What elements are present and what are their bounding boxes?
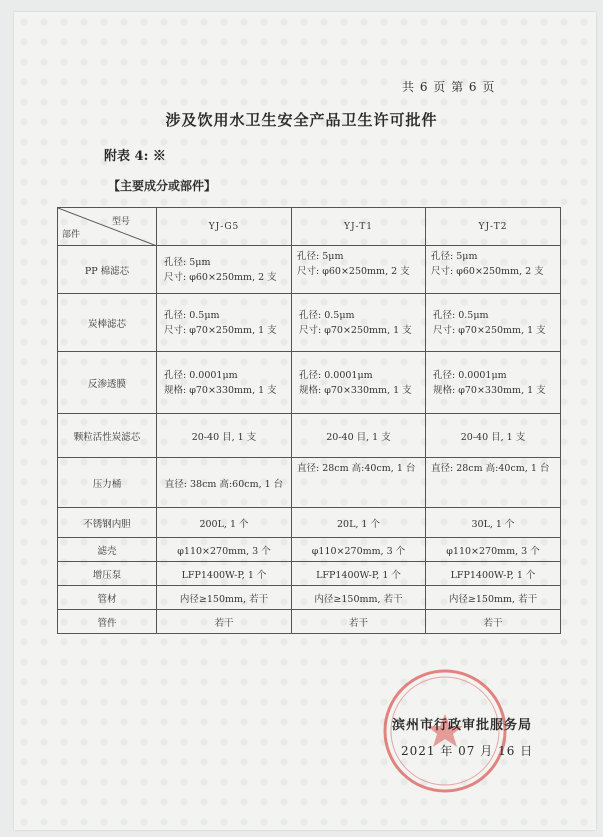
- table-row: [58, 586, 561, 610]
- spec-cell: 内径≥150mm, 若干: [292, 586, 426, 610]
- spec-line: 规格: φ70×330mm, 1 支: [299, 384, 412, 396]
- section-title: 【主要成分或部件】: [108, 179, 217, 193]
- table-row: [58, 352, 561, 414]
- model-header: YJ-T2: [426, 208, 561, 246]
- document-title: 涉及饮用水卫生安全产品卫生许可批件: [165, 111, 438, 129]
- spec-cell: 20-40 目, 1 支: [426, 414, 561, 458]
- spec-line: 孔径: 0.0001μm: [299, 369, 373, 381]
- spec-line: 尺寸: φ60×250mm, 2 支: [297, 266, 410, 277]
- spec-cell: φ110×270mm, 3 个: [292, 538, 426, 562]
- spec-line: 规格: φ70×330mm, 1 支: [433, 384, 546, 396]
- part-name: 炭棒滤芯: [58, 294, 157, 352]
- spec-cell: [157, 352, 292, 414]
- spec-cell: [292, 352, 426, 414]
- spec-cell: 直径: 38cm 高:60cm, 1 台: [157, 458, 292, 508]
- spec-line: 孔径: 0.0001μm: [164, 369, 238, 381]
- spec-line: 孔径: 5μm: [431, 251, 478, 262]
- spec-cell: [426, 352, 561, 414]
- spec-cell: 若干: [292, 610, 426, 634]
- part-name: 滤壳: [58, 538, 157, 562]
- part-name: 管件: [58, 610, 157, 634]
- spec-line: 规格: φ70×330mm, 1 支: [164, 384, 277, 396]
- corner-label-model: 型号: [111, 217, 130, 227]
- spec-cell: 内径≥150mm, 若干: [426, 586, 561, 610]
- spec-line: 孔径: 5μm: [297, 251, 344, 262]
- spec-line: 孔径: 5μm: [164, 256, 211, 268]
- spec-cell: 30L, 1 个: [426, 508, 561, 538]
- attachment-label: 附表 4: ※: [104, 149, 166, 164]
- model-header: YJ-T1: [292, 208, 426, 246]
- table-row: [58, 562, 561, 586]
- spec-cell: [292, 246, 426, 294]
- part-name: 不锈钢内胆: [58, 508, 157, 538]
- spec-cell: [157, 246, 292, 294]
- spec-cell: 若干: [157, 610, 292, 634]
- table-row: [58, 538, 561, 562]
- part-name: 增压泵: [58, 562, 157, 586]
- spec-cell: φ110×270mm, 3 个: [157, 538, 292, 562]
- model-header: YJ-G5: [157, 208, 292, 246]
- spec-line: 孔径: 0.0001μm: [433, 369, 507, 381]
- spec-line: 孔径: 0.5μm: [433, 309, 489, 321]
- table-header-row: [58, 208, 561, 246]
- spec-cell: [426, 294, 561, 352]
- spec-cell: 若干: [426, 610, 561, 634]
- spec-line: 尺寸: φ70×250mm, 1 支: [433, 324, 546, 336]
- spec-cell: 内径≥150mm, 若干: [157, 586, 292, 610]
- table-row: [58, 508, 561, 538]
- part-name: 颗粒活性炭滤芯: [58, 414, 157, 458]
- table-row: [58, 458, 561, 508]
- spec-cell: [292, 294, 426, 352]
- issuing-authority: 滨州市行政审批服务局: [392, 718, 533, 733]
- spec-cell: φ110×270mm, 3 个: [426, 538, 561, 562]
- issue-date: 2021 年 07 月 16 日: [401, 744, 534, 758]
- spec-cell: 200L, 1 个: [157, 508, 292, 538]
- header-corner-cell: [58, 208, 157, 246]
- spec-cell: 20L, 1 个: [292, 508, 426, 538]
- spec-cell: [426, 246, 561, 294]
- spec-cell: LFP1400W-P, 1 个: [292, 562, 426, 586]
- spec-cell: LFP1400W-P, 1 个: [157, 562, 292, 586]
- spec-cell: LFP1400W-P, 1 个: [426, 562, 561, 586]
- spec-line: 孔径: 0.5μm: [164, 309, 220, 321]
- spec-cell: 直径: 28cm 高:40cm, 1 台: [292, 458, 426, 508]
- part-name: 管材: [58, 586, 157, 610]
- spec-cell: [157, 294, 292, 352]
- spec-cell: 20-40 目, 1 支: [292, 414, 426, 458]
- components-table: [57, 207, 561, 634]
- table-row: [58, 294, 561, 352]
- spec-line: 尺寸: φ70×250mm, 1 支: [299, 324, 412, 336]
- part-name: PP 棉滤芯: [58, 246, 157, 294]
- part-name: 反渗透膜: [58, 352, 157, 414]
- page-number: 共 6 页 第 6 页: [402, 80, 496, 94]
- spec-line: 尺寸: φ60×250mm, 2 支: [164, 271, 277, 283]
- table-row: [58, 246, 561, 294]
- spec-cell: 直径: 28cm 高:40cm, 1 台: [426, 458, 561, 508]
- corner-label-part: 部件: [62, 230, 81, 240]
- spec-line: 尺寸: φ70×250mm, 1 支: [164, 324, 277, 336]
- spec-line: 孔径: 0.5μm: [299, 309, 355, 321]
- spec-cell: 20-40 目, 1 支: [157, 414, 292, 458]
- table-row: [58, 414, 561, 458]
- spec-line: 尺寸: φ60×250mm, 2 支: [431, 266, 544, 277]
- part-name: 压力桶: [58, 458, 157, 508]
- table-row: [58, 610, 561, 634]
